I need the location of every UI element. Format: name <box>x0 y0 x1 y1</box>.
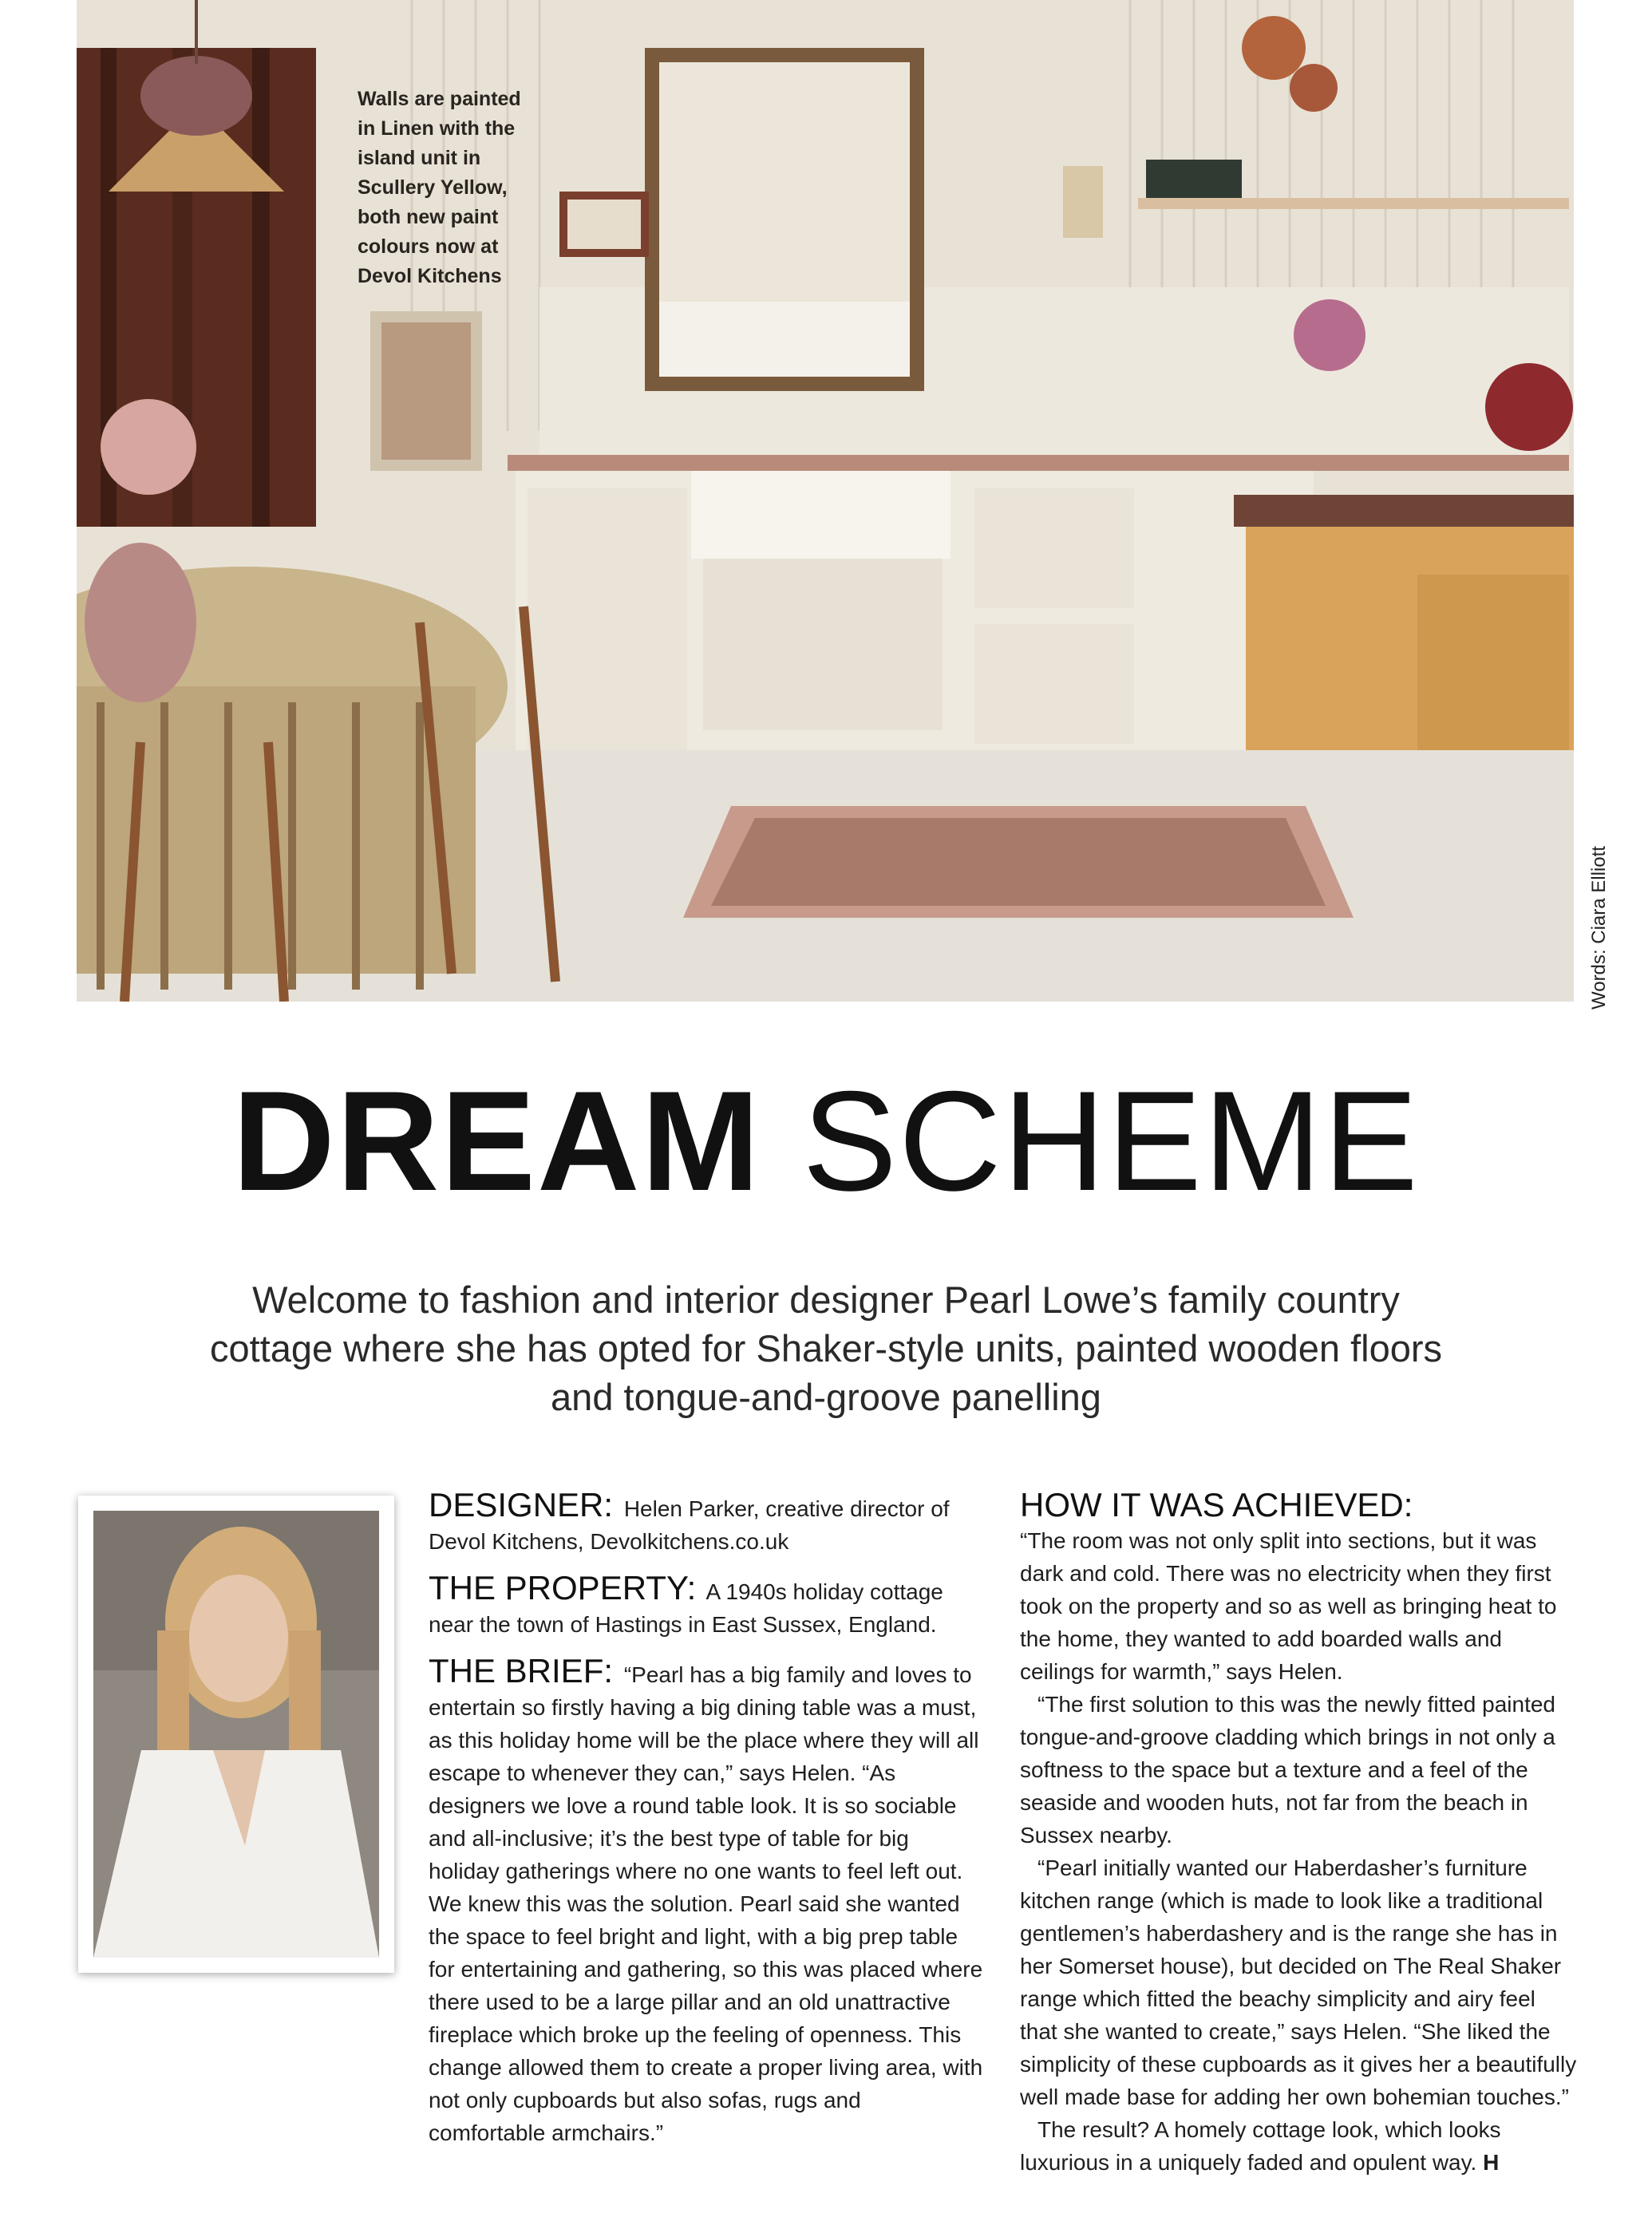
title-light-word: SCHEME <box>802 1061 1420 1220</box>
brief-section <box>429 1652 983 2149</box>
brief-label: THE BRIEF: <box>429 1652 614 1689</box>
brief-text: “Pearl has a big family and loves to entertain so firstly having a big dining table was a must, as this holiday home will be the place where they will all escape to whenever they can,” says Helen. “As designers we love a round table look. It is so sociable and all-inclusive; it’s the best type of table for big holiday gatherings where no one wants to feel left out. We knew this was the solution. Pearl said she wanted the space to feel bright and light, with a big prep table for entertaining and gathering, so this was placed where there used to be a large pillar and an old unattractive fireplace which broke up the feeling of openness. This change allowed them to create a proper living area, with not only cupboards but also sofas, rugs and comfortable armchairs.” <box>429 1662 983 2145</box>
designer-label: DESIGNER: <box>429 1486 614 1523</box>
kitchen-photo <box>77 0 1574 1002</box>
property-text: A 1940s holiday cottage near the town of Hastings in East Sussex, England. <box>429 1579 943 1637</box>
end-mark: H <box>1483 2150 1500 2175</box>
achieved-paragraph: “The first solution to this was the newly fitted painted tongue-and-groove cladding which brings in not only a softness to the space but a texture and a feel of the seaside and wooden huts, not far from the beach in Sussex nearby. <box>1020 1692 1555 1848</box>
title-bold-word: DREAM <box>232 1061 761 1220</box>
designer-section <box>429 1486 983 1558</box>
property-section <box>429 1569 983 1641</box>
achieved-paragraph-text: The result? A homely cottage look, which looks luxurious in a uniquely faded and opulent way. <box>1020 2117 1501 2175</box>
designer-text: Helen Parker, creative director of Devol Kitchens, Devolkitchens.co.uk <box>429 1496 950 1554</box>
kitchen-illustration <box>77 0 1574 1002</box>
photo-credit: Words: Ciara Elliott <box>1588 846 1610 1010</box>
page-title <box>0 1061 1652 1220</box>
standfirst: Welcome to fashion and interior designer Pearl Lowe’s family country cottage where she has opted for Shaker-style units, painted wooden floors and tongue-and-groove panelling <box>209 1278 1443 1418</box>
achieved-column <box>1020 1486 1579 2179</box>
photo-caption: Walls are painted in Linen with the island unit in Scullery Yellow, both new paint colours now at Devol Kitchens <box>358 88 521 287</box>
achieved-label: HOW IT WAS ACHIEVED: <box>1020 1486 1413 1523</box>
designer-portrait <box>78 1496 394 1973</box>
achieved-paragraph-final <box>1020 2113 1579 2179</box>
info-column <box>429 1486 983 2160</box>
property-label: THE PROPERTY: <box>429 1569 697 1606</box>
achieved-paragraph: “The room was not only split into sections, but it was dark and cold. There was no electricity when they first took on the property and so as well as bringing heat to the home, they wanted to add boarded walls and ceilings for warmth,” says Helen. <box>1020 1528 1557 1684</box>
achieved-paragraph: “Pearl initially wanted our Haberdasher’s furniture kitchen range (which is made to look like a traditional gentlemen’s haberdashery and is the range she has in her Somerset house), but decided on The Real Shaker range which fitted the beachy simplicity and airy feel that she wanted to create,” says Helen. “She liked the simplicity of these cupboards as it gives her a beautifully well made base for adding her own bohemian touches.” <box>1020 1855 1577 2109</box>
portrait-image <box>93 1511 379 1958</box>
